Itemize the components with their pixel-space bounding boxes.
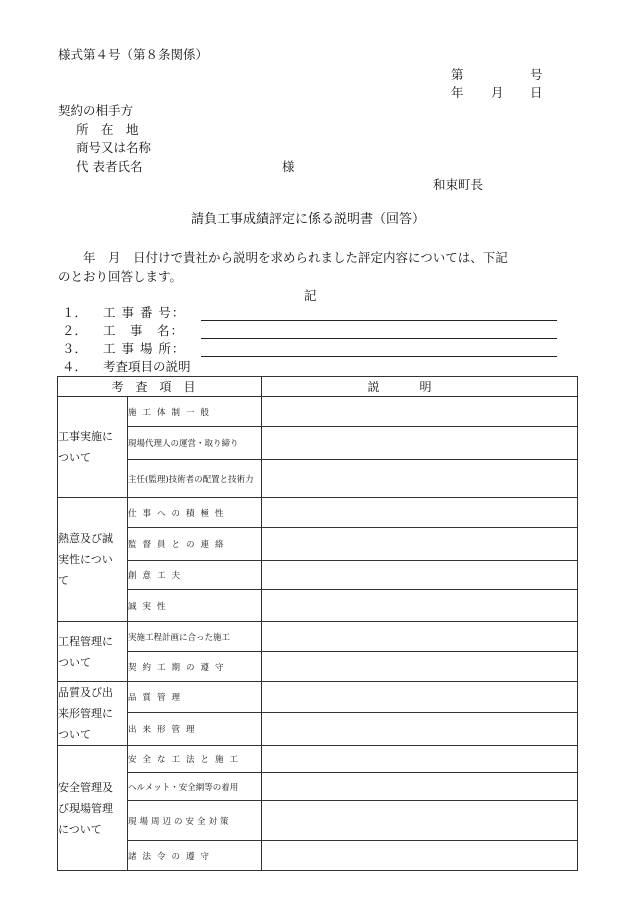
- field-2-number: ２．: [62, 323, 88, 338]
- recipient-heading: 契約の相手方: [58, 103, 134, 118]
- description-cell[interactable]: [262, 713, 578, 746]
- category-label: 工事実施について: [58, 430, 113, 464]
- table-row: [58, 561, 578, 590]
- table-row: [58, 590, 578, 622]
- date-year: 年: [451, 85, 464, 100]
- field-3-line[interactable]: [201, 356, 557, 357]
- field-1-number: １．: [62, 305, 88, 320]
- item-cell: [128, 773, 262, 801]
- item-label: 誠実性: [128, 601, 172, 612]
- category-cell: [58, 397, 128, 498]
- table-row: [58, 528, 578, 561]
- item-label: 諸法令の遵守: [128, 851, 216, 862]
- table-row: [58, 498, 578, 528]
- honorific: 様: [282, 159, 295, 174]
- table-row: [58, 746, 578, 773]
- table-row: [58, 801, 578, 841]
- item-cell: [128, 528, 262, 561]
- item-cell: [128, 561, 262, 590]
- field-1-line[interactable]: [201, 320, 557, 321]
- description-cell[interactable]: [262, 498, 578, 528]
- table-row: [58, 622, 578, 652]
- table-row: [58, 427, 578, 460]
- item-cell: [128, 682, 262, 713]
- evaluation-table: [57, 376, 578, 871]
- date-day: 日: [530, 85, 543, 100]
- item-cell: [128, 397, 262, 427]
- item-label: 施工体制一般: [128, 407, 216, 418]
- table-row: [58, 841, 578, 871]
- description-cell[interactable]: [262, 801, 578, 841]
- item-cell: [128, 746, 262, 773]
- item-label: 出来形管理: [128, 725, 201, 736]
- item-label: ヘルメット・安全網等の着用: [128, 782, 239, 793]
- field-4-number: ４．: [62, 359, 88, 374]
- item-cell: [128, 652, 262, 682]
- field-3-label: 工 事 場 所：: [103, 341, 186, 356]
- item-label: 現場周辺の安全対策: [128, 816, 232, 827]
- description-cell[interactable]: [262, 427, 578, 460]
- item-cell: [128, 590, 262, 622]
- description-cell[interactable]: [262, 460, 578, 498]
- description-cell[interactable]: [262, 528, 578, 561]
- item-cell: [128, 427, 262, 460]
- description-cell[interactable]: [262, 561, 578, 590]
- number-prefix: 第: [451, 67, 464, 82]
- header-item: 考査項目: [58, 377, 262, 397]
- company-label: 商号又は名称: [76, 140, 152, 155]
- table-row: [58, 652, 578, 682]
- body-line-1: 年 月 日付けで貴社から説明を求められました評定内容については、下記: [58, 250, 508, 265]
- item-label: 実施工程計画に合った施工: [128, 632, 231, 643]
- header-description: 説明: [262, 377, 578, 397]
- item-label: 仕事への積極性: [128, 508, 230, 519]
- description-cell[interactable]: [262, 841, 578, 871]
- category-label: 品質及び出来形管理について: [58, 686, 113, 741]
- field-2-label: 工 事 名：: [103, 323, 185, 338]
- category-cell: [58, 498, 128, 622]
- item-cell: [128, 841, 262, 871]
- item-cell: [128, 622, 262, 652]
- description-cell[interactable]: [262, 622, 578, 652]
- description-cell[interactable]: [262, 590, 578, 622]
- item-label: 安全な工法と施工: [128, 755, 245, 765]
- table-row: [58, 773, 578, 801]
- description-cell[interactable]: [262, 773, 578, 801]
- description-cell[interactable]: [262, 746, 578, 773]
- description-cell[interactable]: [262, 682, 578, 713]
- item-label: 品質管理: [128, 693, 187, 704]
- representative-label: 代 表者氏名: [76, 159, 143, 174]
- date-month: 月: [491, 85, 504, 100]
- field-2-line[interactable]: [201, 338, 557, 339]
- body-line-2: のとおり回答します。: [58, 269, 183, 284]
- item-cell: [128, 713, 262, 746]
- item-label: 創意工夫: [128, 571, 187, 581]
- category-label: 安全管理及び現場管理について: [58, 780, 113, 836]
- number-suffix: 号: [530, 67, 543, 82]
- table-row: [58, 397, 578, 427]
- item-cell: [128, 498, 262, 528]
- item-cell: [128, 460, 262, 498]
- category-cell: [58, 682, 128, 746]
- table-row: [58, 682, 578, 713]
- table-header-row: [58, 377, 578, 397]
- document-title: 請負工事成績評定に係る説明書（回答）: [191, 212, 426, 227]
- form-label: 様式第４号（第８条関係）: [58, 47, 209, 62]
- category-label: 工程管理について: [58, 634, 113, 669]
- table-row: [58, 460, 578, 498]
- item-label: 主任(監理)技術者の配置と技術力: [128, 474, 254, 485]
- sender: 和束町長: [433, 177, 484, 192]
- field-1-label: 工 事 番 号：: [103, 305, 186, 320]
- field-4-label: 考査項目の説明: [103, 359, 191, 374]
- field-3-number: ３．: [62, 341, 88, 356]
- description-cell[interactable]: [262, 652, 578, 682]
- address-label: 所 在 地: [76, 122, 139, 137]
- category-label: 熱意及び誠実性について: [58, 532, 113, 587]
- item-cell: [128, 801, 262, 841]
- category-cell: [58, 746, 128, 871]
- item-label: 現場代理人の運営・取り締り: [128, 439, 239, 449]
- description-cell[interactable]: [262, 397, 578, 427]
- ki-marker: 記: [304, 288, 317, 303]
- table-row: [58, 713, 578, 746]
- item-label: 監督員との連絡: [128, 540, 230, 550]
- category-cell: [58, 622, 128, 682]
- item-label: 契約工期の遵守: [128, 662, 230, 673]
